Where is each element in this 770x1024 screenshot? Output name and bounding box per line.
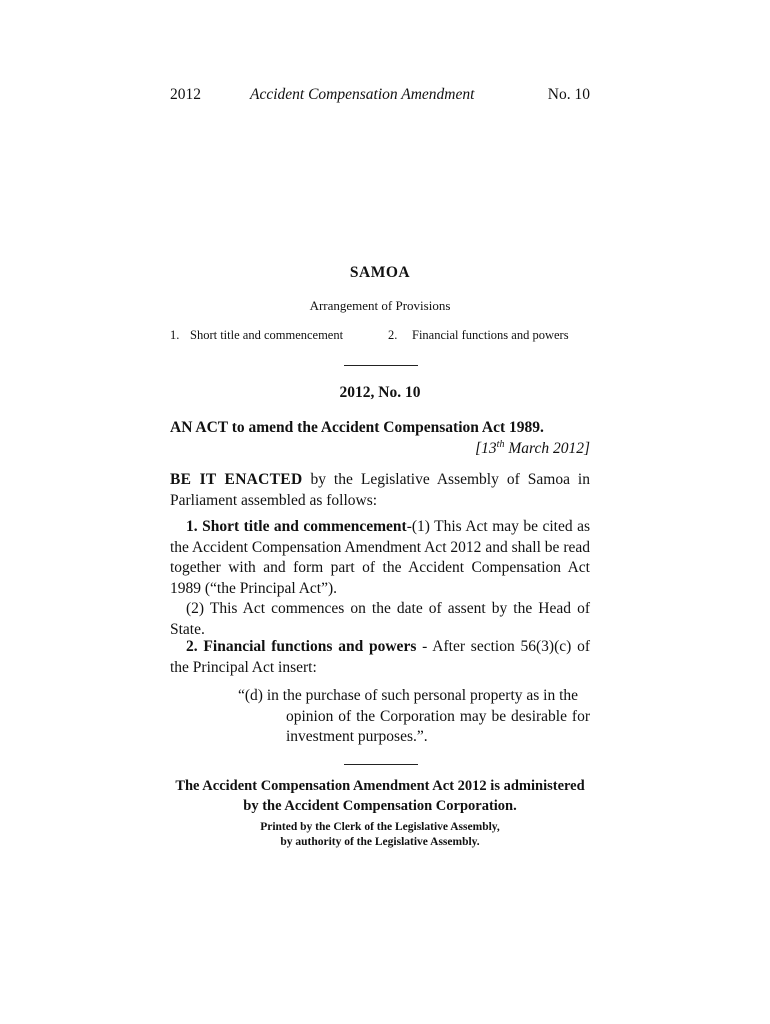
assent-date: [13th March 2012] bbox=[475, 439, 590, 458]
section-1-heading: 1. Short title and commencement bbox=[186, 518, 407, 535]
divider bbox=[344, 764, 418, 765]
running-header bbox=[170, 86, 590, 108]
provision-item: 1. Short title and commencement bbox=[170, 328, 344, 342]
section-2: 2. Financial functions and powers - After section 56(3)(c) of the Principal Act insert: bbox=[170, 638, 590, 676]
inserted-paragraph: “(d) in the purchase of such personal property as in the opinion of the Corporation may be desirable for investment purposes.”. bbox=[238, 687, 590, 745]
long-title: AN ACT to amend the Accident Compensation Act 1989. bbox=[170, 419, 544, 436]
section-2-heading: 2. Financial functions and powers bbox=[186, 638, 417, 655]
country-heading: SAMOA bbox=[349, 264, 411, 281]
header-year: 2012 bbox=[170, 86, 201, 103]
divider bbox=[344, 365, 418, 366]
provision-item: 2. Financial functions and powers bbox=[388, 328, 569, 342]
provisions-list bbox=[170, 328, 590, 346]
administration-note: The Accident Compensation Amendment Act 2012 is administered by the Accident Compensation Corporation. bbox=[175, 778, 585, 814]
printer-note: Printed by the Clerk of the Legislative Assembly, by authority of the Legislative Assembly. bbox=[260, 821, 500, 848]
section-1-subsection-2: (2) This Act commences on the date of assent by the Head of State. bbox=[170, 600, 590, 638]
header-act-number: No. 10 bbox=[547, 86, 590, 103]
section-1-subsection-1: 1. Short title and commencement-(1) This Act may be cited as the Accident Compensation Amendment Act 2012 and shall be read together with and form part of the Accident Compensation Act 1989 (“the Principal Act”). bbox=[170, 518, 591, 597]
enacting-clause: BE IT ENACTED by the Legislative Assembly of Samoa in Parliament assembled as follows: bbox=[170, 471, 590, 509]
header-title: Accident Compensation Amendment bbox=[250, 86, 475, 103]
arrangement-heading: Arrangement of Provisions bbox=[309, 298, 451, 313]
section-1 bbox=[170, 517, 590, 640]
act-number: 2012, No. 10 bbox=[339, 384, 421, 401]
